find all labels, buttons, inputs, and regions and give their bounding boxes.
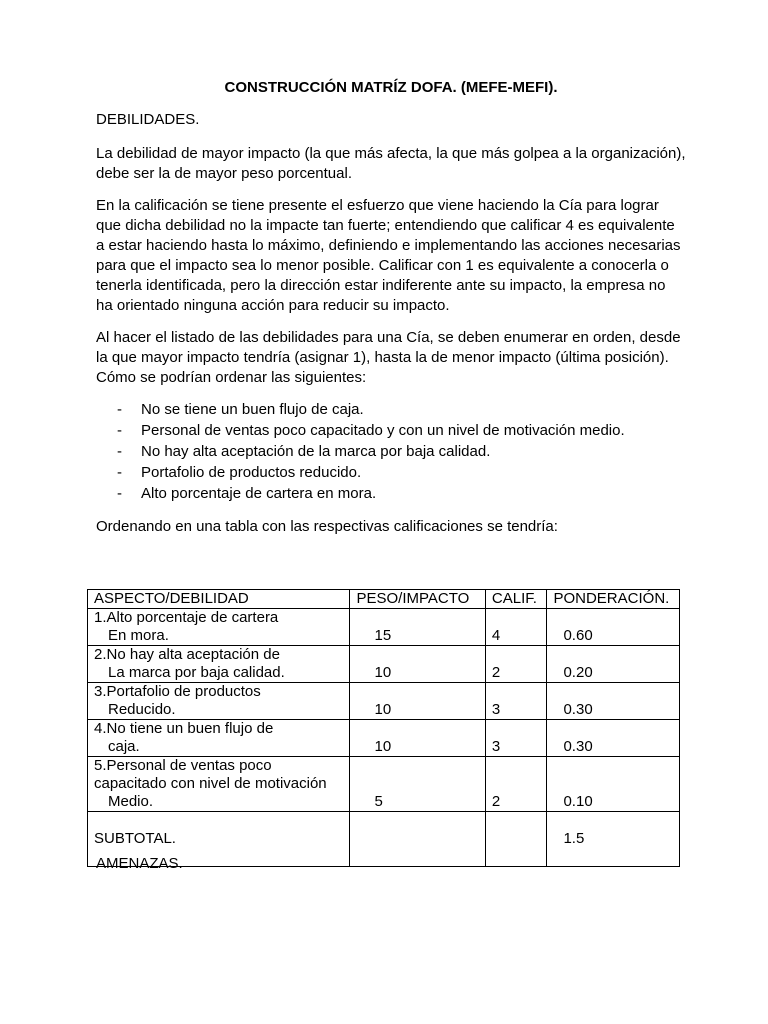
- paragraph-4: Ordenando en una tabla con las respectivas calificaciones se tendría:: [96, 518, 558, 535]
- bullet-dash: -: [117, 485, 122, 502]
- subtotal-rating-empty: [485, 812, 547, 867]
- list-item-text: Personal de ventas poco capacitado y con un nivel de motivación medio.: [141, 422, 625, 439]
- aspect-line-3: Medio.: [108, 793, 154, 810]
- aspect-line-1: 4.No tiene un buen flujo de: [94, 720, 274, 737]
- document-title: CONSTRUCCIÓN MATRÍZ DOFA. (MEFE-MEFI).: [224, 79, 558, 96]
- list-item-text: Portafolio de productos reducido.: [141, 464, 362, 481]
- list-item: [96, 421, 686, 442]
- table-row: [88, 646, 680, 683]
- paragraph-2: En la calificación se tiene presente el esfuerzo que viene haciendo la Cía para lograr que dicha debilidad no la impacte tan fuerte; entendiendo que calificar 4 es equivalente a estar haciendo hasta lo máximo, definiendo e implementando las acciones necesarias para que el impacto sea lo menor posible. Calificar con 1 es equivalente a conocerla o tenerla identificada, pero la dirección estar indiferente ante su impacto, la empresa no ha orientado ninguna acción para reducir su impacto.: [96, 197, 681, 314]
- aspect-cell: [88, 646, 350, 683]
- list-item-text: Alto porcentaje de cartera en mora.: [141, 485, 377, 502]
- subtotal-label: SUBTOTAL.: [88, 812, 350, 867]
- weight-cell: 10: [350, 646, 485, 683]
- bullet-dash: -: [117, 443, 122, 460]
- bullet-dash: -: [117, 422, 122, 439]
- header-rating: CALIF.: [485, 590, 547, 609]
- weakness-matrix-table: [87, 589, 680, 867]
- table-row: [88, 720, 680, 757]
- list-item-text: No se tiene un buen flujo de caja.: [141, 401, 364, 418]
- weighted-cell: 0.30: [547, 720, 680, 757]
- paragraph-1: La debilidad de mayor impacto (la que más afecta, la que más golpea a la organización), debe ser la de mayor peso porcentual.: [96, 145, 686, 182]
- weight-cell: 15: [350, 609, 485, 646]
- list-item: [96, 484, 686, 505]
- rating-cell: 3: [485, 720, 547, 757]
- rating-cell: 3: [485, 683, 547, 720]
- table-row: [88, 609, 680, 646]
- weakness-list: [96, 400, 686, 505]
- aspect-line-2: En mora.: [108, 627, 169, 644]
- aspect-line-2: Reducido.: [108, 701, 176, 718]
- aspect-line-1: 3.Portafolio de productos: [94, 683, 261, 700]
- header-weighted: PONDERACIÓN.: [547, 590, 680, 609]
- aspect-line-2: caja.: [108, 738, 140, 755]
- list-item: [96, 463, 686, 484]
- aspect-line-1: 2.No hay alta aceptación de: [94, 646, 280, 663]
- table-row: [88, 757, 680, 812]
- weight-cell: 10: [350, 683, 485, 720]
- aspect-line-1: 5.Personal de ventas poco: [94, 757, 272, 774]
- bullet-dash: -: [117, 464, 122, 481]
- aspect-cell: [88, 609, 350, 646]
- weighted-cell: 0.60: [547, 609, 680, 646]
- aspect-cell: [88, 720, 350, 757]
- rating-cell: 2: [485, 646, 547, 683]
- paragraph-3: Al hacer el listado de las debilidades para una Cía, se deben enumerar en orden, desde la que mayor impacto tendría (asignar 1), hasta la de menor impacto (última posición). Cómo se podrían ordenar las siguientes:: [96, 329, 681, 386]
- list-item-text: No hay alta aceptación de la marca por baja calidad.: [141, 443, 491, 460]
- table-header-row: [88, 590, 680, 609]
- list-item: [96, 442, 686, 463]
- bullet-dash: -: [117, 401, 122, 418]
- header-weight: PESO/IMPACTO: [350, 590, 485, 609]
- table-row: [88, 683, 680, 720]
- aspect-line-2: capacitado con nivel de motivación: [94, 775, 327, 792]
- rating-cell: 4: [485, 609, 547, 646]
- weighted-cell: 0.20: [547, 646, 680, 683]
- weighted-cell: 0.30: [547, 683, 680, 720]
- rating-cell: 2: [485, 757, 547, 812]
- subtotal-weight-empty: [350, 812, 485, 867]
- document-body: [96, 78, 686, 549]
- weight-cell: 10: [350, 720, 485, 757]
- aspect-cell: [88, 683, 350, 720]
- weighted-cell: 0.10: [547, 757, 680, 812]
- list-item: [96, 400, 686, 421]
- header-aspect: ASPECTO/DEBILIDAD: [88, 590, 350, 609]
- aspect-cell: [88, 757, 350, 812]
- section-heading-debilidades: DEBILIDADES.: [96, 111, 200, 128]
- weight-cell: 5: [350, 757, 485, 812]
- section-heading-amenazas: AMENAZAS.: [96, 855, 183, 872]
- aspect-line-1: 1.Alto porcentaje de cartera: [94, 609, 279, 626]
- subtotal-value: 1.5: [547, 812, 680, 867]
- aspect-line-2: La marca por baja calidad.: [108, 664, 285, 681]
